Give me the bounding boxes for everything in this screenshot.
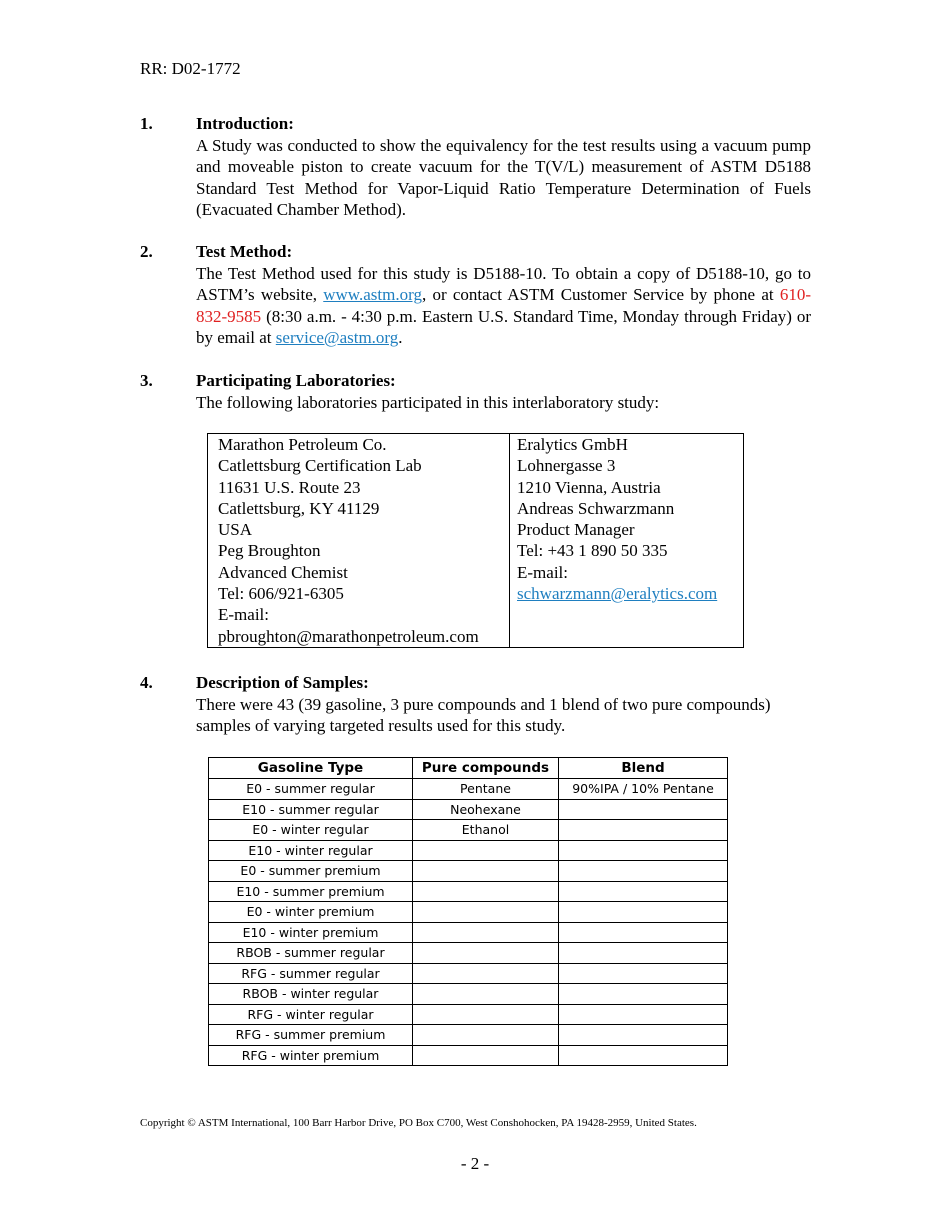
- text-part: (8:30 a.m. - 4:30 p.m. Eastern U.S. Standard Time, Monday through Friday) or by email at: [196, 306, 811, 347]
- table-cell: [413, 963, 559, 984]
- lab1-line: 11631 U.S. Route 23: [218, 477, 361, 497]
- table-cell: Pentane: [413, 779, 559, 800]
- table-header-row: [209, 758, 728, 779]
- table-cell: [413, 1004, 559, 1025]
- table-cell: E0 - winter premium: [209, 902, 413, 923]
- table-cell: [413, 861, 559, 882]
- lab2-line: Eralytics GmbH: [517, 435, 628, 454]
- lab2-line: Tel: +43 1 890 50 335: [517, 541, 668, 561]
- section-number: 1.: [140, 114, 153, 133]
- lab1-line: USA: [218, 520, 253, 540]
- section-description-of-samples: [140, 672, 811, 737]
- table-cell: RFG - winter premium: [209, 1045, 413, 1066]
- lab2-line: Product Manager: [517, 520, 635, 540]
- customer-service-phone[interactable]: 610-832-9585: [196, 285, 812, 326]
- table-cell: [559, 963, 728, 984]
- table-row: [209, 1045, 728, 1066]
- table-cell: [559, 820, 728, 841]
- section-heading: Description of Samples:: [196, 673, 369, 692]
- table-cell: RFG - summer premium: [209, 1025, 413, 1046]
- table-row: [209, 984, 728, 1005]
- table-cell: [559, 943, 728, 964]
- section-text: A Study was conducted to show the equivalency for the test results using a vacuum pump and moveable piston to create vacuum for the T(V/L) measurement of ASTM D5188 Standard Test Method for Vapor-Liquid Ratio Temperature Determination of Fuels (Evacuated Chamber Method).: [196, 135, 811, 219]
- table-cell: E10 - summer premium: [209, 881, 413, 902]
- lab1-line: Catlettsburg Certification Lab: [218, 456, 422, 476]
- table-cell: E10 - winter regular: [209, 840, 413, 861]
- table-cell: [559, 902, 728, 923]
- report-id: RR: D02-1772: [140, 59, 241, 78]
- lab1-line: Marathon Petroleum Co.: [218, 435, 387, 454]
- table-cell: [559, 1004, 728, 1025]
- table-cell: [413, 943, 559, 964]
- table-cell: [559, 922, 728, 943]
- section-introduction: [140, 113, 811, 221]
- lab2-line: 1210 Vienna, Austria: [517, 477, 661, 497]
- table-row: [209, 1004, 728, 1025]
- lab1-line: E-mail:: [218, 605, 269, 625]
- lab2-line: Lohnergasse 3: [517, 456, 616, 476]
- table-row: [209, 902, 728, 923]
- section-heading: Test Method:: [196, 242, 293, 261]
- table-row: [209, 943, 728, 964]
- laboratories-table: [207, 433, 744, 648]
- table-cell: E10 - winter premium: [209, 922, 413, 943]
- table-row: [209, 799, 728, 820]
- samples-table: [208, 757, 728, 1066]
- text-part: .: [398, 328, 403, 347]
- table-cell: [413, 984, 559, 1005]
- page-number: - 2 -: [460, 1154, 490, 1173]
- section-heading: Introduction:: [196, 114, 294, 133]
- lab2-line: E-mail:: [517, 562, 568, 582]
- lab2-line: Andreas Schwarzmann: [517, 498, 675, 518]
- section-heading: Participating Laboratories:: [196, 371, 396, 390]
- table-cell: [559, 984, 728, 1005]
- table-cell: 90%IPA / 10% Pentane: [559, 779, 728, 800]
- table-cell: E0 - summer premium: [209, 861, 413, 882]
- section-text: There were 43 (39 gasoline, 3 pure compounds and 1 blend of two pure compounds) samples of varying targeted results used for this study.: [196, 694, 771, 735]
- table-cell: [559, 1025, 728, 1046]
- table-row: [209, 840, 728, 861]
- table-row: [209, 963, 728, 984]
- lab1-line: Catlettsburg, KY 41129: [218, 498, 380, 518]
- table-cell: [413, 840, 559, 861]
- section-number: 3.: [140, 371, 153, 390]
- table-row: [209, 820, 728, 841]
- table-cell: [559, 861, 728, 882]
- column-header: Pure compounds: [413, 758, 559, 779]
- column-header: Blend: [559, 758, 728, 779]
- table-cell: [413, 1045, 559, 1066]
- lab1-line: Advanced Chemist: [218, 562, 348, 582]
- column-header: Gasoline Type: [209, 758, 413, 779]
- table-cell: RBOB - summer regular: [209, 943, 413, 964]
- section-text: [196, 263, 811, 349]
- table-cell: [559, 881, 728, 902]
- table-cell: [413, 922, 559, 943]
- table-cell: E0 - winter regular: [209, 820, 413, 841]
- table-cell: [559, 799, 728, 820]
- table-cell: [559, 840, 728, 861]
- table-row: [209, 779, 728, 800]
- table-cell: Neohexane: [413, 799, 559, 820]
- table-cell: [413, 902, 559, 923]
- section-number: 4.: [140, 673, 153, 692]
- astm-website-link[interactable]: www.astm.org: [323, 285, 422, 304]
- table-row: [209, 1025, 728, 1046]
- table-row: [209, 881, 728, 902]
- lab1-line: Tel: 606/921-6305: [218, 584, 344, 604]
- table-cell: RFG - winter regular: [209, 1004, 413, 1025]
- samples-table-body: [209, 779, 728, 1066]
- table-cell: [413, 1025, 559, 1046]
- table-row: [209, 861, 728, 882]
- copyright-notice: Copyright © ASTM International, 100 Barr Harbor Drive, PO Box C700, West Conshohocken, PA 19428-2959, United States.: [140, 1117, 697, 1129]
- table-cell: RBOB - winter regular: [209, 984, 413, 1005]
- section-number: 2.: [140, 242, 153, 261]
- table-cell: E0 - summer regular: [209, 779, 413, 800]
- lab1-email: pbroughton@marathonpetroleum.com: [218, 626, 479, 646]
- section-participating-labs: [140, 370, 811, 413]
- section-test-method: [140, 241, 811, 349]
- lab-cell-eralytics: [510, 434, 744, 648]
- text-part: The Test Method used for this study is D5188-10. To obtain a copy of D5188-10, go to ASTM’s website,: [196, 263, 811, 304]
- lab1-line: Peg Broughton: [218, 541, 321, 561]
- table-cell: Ethanol: [413, 820, 559, 841]
- table-cell: E10 - summer regular: [209, 799, 413, 820]
- table-cell: [413, 881, 559, 902]
- table-cell: [559, 1045, 728, 1066]
- table-row: [209, 922, 728, 943]
- text-part: , or contact ASTM Customer Service by phone at: [421, 285, 780, 304]
- lab2-email-link[interactable]: schwarzmann@eralytics.com: [517, 584, 718, 604]
- service-email-link[interactable]: service@astm.org: [275, 328, 399, 347]
- table-cell: RFG - summer regular: [209, 963, 413, 984]
- lab-cell-marathon: [208, 434, 510, 648]
- section-text: The following laboratories participated in this interlaboratory study:: [196, 392, 660, 412]
